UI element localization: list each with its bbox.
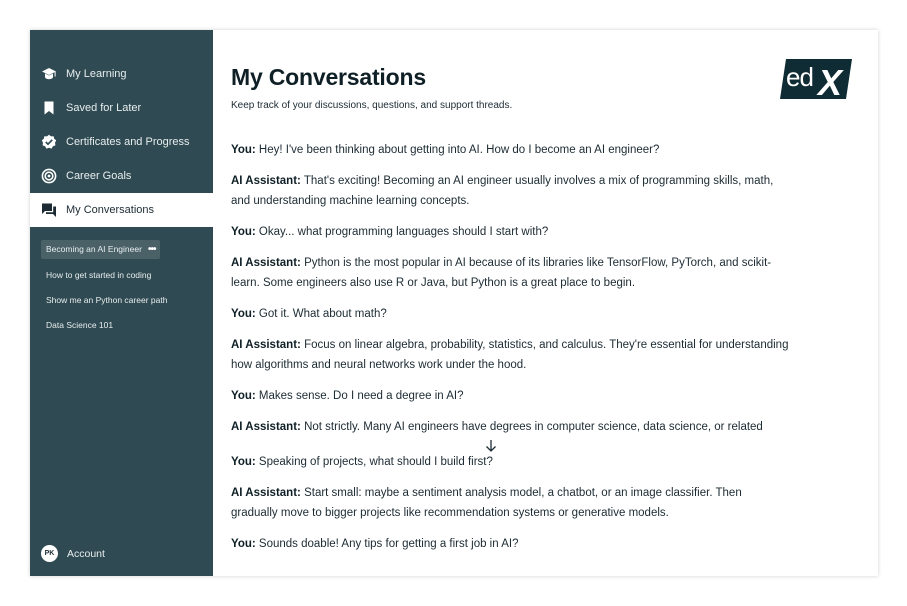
conversation-item-label: Show me an Python career path: [46, 294, 168, 305]
sidebar-item-my-conversations[interactable]: [30, 193, 213, 227]
conversation-list: [41, 239, 206, 340]
svg-text:X: X: [818, 62, 843, 99]
message-user: You: Okay... what programming languages should I start with?: [231, 226, 549, 238]
avatar: PK: [41, 545, 58, 562]
sidebar-item-label: Saved for Later: [66, 102, 142, 114]
page-subtitle: Keep track of your discussions, questions, and support threads.: [231, 100, 513, 111]
conversation-item-label: Data Science 101: [46, 319, 114, 330]
sidebar-nav: [30, 57, 213, 227]
sidebar-item-label: Career Goals: [66, 170, 132, 182]
message-user: You: Makes sense. Do I need a degree in AI?: [231, 390, 464, 402]
badge-check-icon: [41, 134, 57, 150]
scroll-down-arrow-icon[interactable]: [485, 439, 497, 453]
chat-bubbles-icon: [41, 202, 57, 218]
sidebar: [30, 30, 213, 576]
app-window: [30, 30, 878, 576]
account-button[interactable]: [41, 545, 105, 562]
account-label: Account: [67, 547, 105, 560]
message-user: You: Hey! I've been thinking about getting into AI. How do I become an AI engineer?: [231, 144, 660, 156]
message-assistant: AI Assistant: Python is the most popular in AI because of its libraries like TensorFlow, PyTorch, and scikit-learn. Some engineers also use R or Java, but Python is a great place to begin.: [231, 257, 772, 289]
main-content: [213, 30, 878, 576]
edx-logo[interactable]: [780, 59, 852, 99]
svg-text:ed: ed: [786, 62, 813, 92]
target-icon: [41, 168, 57, 184]
sidebar-item-certificates[interactable]: [30, 125, 213, 159]
conversation-item-label: Becoming an AI Engineer: [46, 244, 142, 254]
sidebar-item-career-goals[interactable]: [30, 159, 213, 193]
conversation-item-python-career[interactable]: [41, 291, 172, 309]
sidebar-item-my-learning[interactable]: [30, 57, 213, 91]
bookmark-icon: [41, 100, 57, 116]
message-assistant: AI Assistant: Start small: maybe a sentiment analysis model, a chatbot, or an image classifier. Then gradually move to bigger projects like recommendation systems or generative models.: [231, 487, 742, 519]
conversation-item-coding[interactable]: [41, 266, 156, 284]
sidebar-item-label: Certificates and Progress: [66, 136, 190, 148]
message-user: You: Speaking of projects, what should I build first?: [231, 456, 493, 468]
message-assistant: AI Assistant: Focus on linear algebra, probability, statistics, and calculus. They're essential for understanding how algorithms and neural networks work under the hood.: [231, 339, 789, 371]
conversation-thread: [231, 140, 791, 554]
sidebar-item-label: My Learning: [66, 68, 127, 80]
graduation-cap-icon: [41, 66, 57, 82]
conversation-item-label: How to get started in coding: [46, 269, 152, 280]
conversation-item-becoming-ai-engineer[interactable]: [41, 240, 160, 259]
sidebar-item-label: My Conversations: [66, 204, 155, 216]
more-options-icon[interactable]: •••: [147, 243, 156, 255]
sidebar-item-saved-for-later[interactable]: [30, 91, 213, 125]
page-title: My Conversations: [231, 64, 426, 90]
message-assistant: AI Assistant: Not strictly. Many AI engineers have degrees in computer science, data science, or related: [231, 421, 763, 433]
conversation-item-data-science[interactable]: [41, 316, 118, 334]
message-user: You: Sounds doable! Any tips for getting a first job in AI?: [231, 538, 519, 550]
edx-logo-text: [231, 111, 232, 112]
message-user: You: Got it. What about math?: [231, 308, 387, 320]
message-assistant: AI Assistant: That's exciting! Becoming an AI engineer usually involves a mix of programming skills, math, and understanding machine learning concepts.: [231, 175, 774, 207]
